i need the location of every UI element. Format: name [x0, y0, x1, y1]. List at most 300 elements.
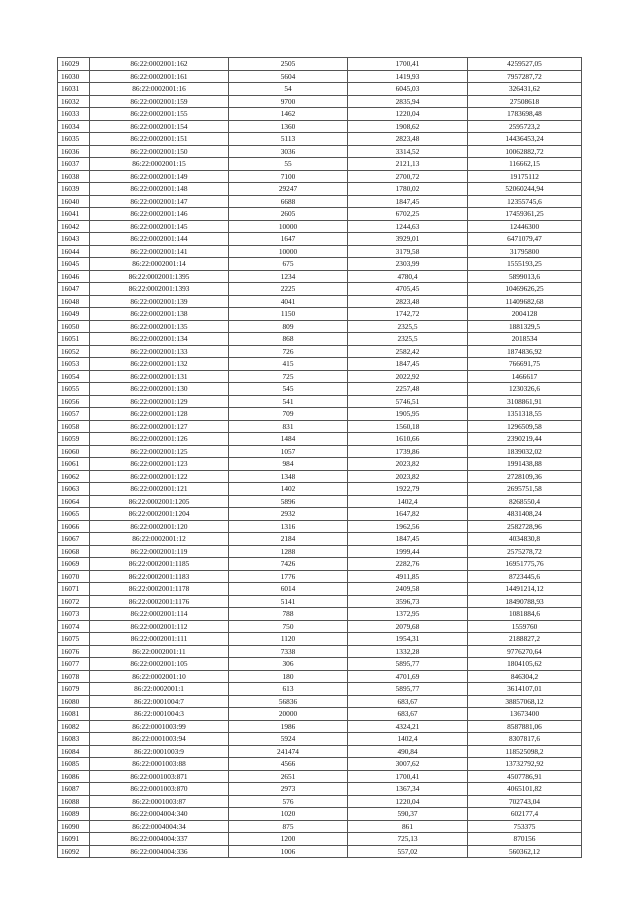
- table-row: [58, 433, 582, 446]
- cadastral-value-cell: 2004128: [468, 308, 582, 321]
- area-cell: 5141: [229, 595, 348, 608]
- cadastral-number-cell: 86:22:0002001:121: [90, 483, 229, 496]
- row-number-cell: 16062: [58, 470, 90, 483]
- cadastral-value-cell: 19175112: [468, 170, 582, 183]
- table-row: [58, 208, 582, 221]
- cadastral-number-cell: 86:22:0004004:337: [90, 833, 229, 846]
- table-row: [58, 195, 582, 208]
- table-row: [58, 770, 582, 783]
- row-number-cell: 16035: [58, 133, 90, 146]
- area-cell: 709: [229, 408, 348, 421]
- area-cell: 1316: [229, 520, 348, 533]
- specific-value-cell: 725,13: [348, 833, 468, 846]
- specific-value-cell: 5746,51: [348, 395, 468, 408]
- row-number-cell: 16076: [58, 645, 90, 658]
- row-number-cell: 16059: [58, 433, 90, 446]
- table-row: [58, 70, 582, 83]
- cadastral-number-cell: 86:22:0001004:3: [90, 708, 229, 721]
- specific-value-cell: 1402,4: [348, 733, 468, 746]
- area-cell: 1150: [229, 308, 348, 321]
- cadastral-value-cell: 4831408,24: [468, 508, 582, 521]
- cadastral-number-cell: 86:22:0002001:127: [90, 420, 229, 433]
- cadastral-number-cell: 86:22:0001003:94: [90, 733, 229, 746]
- specific-value-cell: 2079,68: [348, 620, 468, 633]
- table-row: [58, 383, 582, 396]
- cadastral-value-cell: 1874836,92: [468, 345, 582, 358]
- cadastral-value-cell: 14491214,12: [468, 583, 582, 596]
- table-row: [58, 295, 582, 308]
- table-row: [58, 308, 582, 321]
- specific-value-cell: 2582,42: [348, 345, 468, 358]
- cadastral-value-cell: 38857068,12: [468, 695, 582, 708]
- cadastral-value-table: [57, 57, 582, 858]
- row-number-cell: 16058: [58, 420, 90, 433]
- specific-value-cell: 2325,5: [348, 333, 468, 346]
- specific-value-cell: 1647,82: [348, 508, 468, 521]
- cadastral-number-cell: 86:22:0002001:162: [90, 58, 229, 71]
- table-row: [58, 470, 582, 483]
- area-cell: 3036: [229, 145, 348, 158]
- area-cell: 613: [229, 683, 348, 696]
- area-cell: 241474: [229, 745, 348, 758]
- table-row: [58, 395, 582, 408]
- cadastral-number-cell: 86:22:0002001:149: [90, 170, 229, 183]
- row-number-cell: 16080: [58, 695, 90, 708]
- cadastral-number-cell: 86:22:0002001:147: [90, 195, 229, 208]
- area-cell: 306: [229, 658, 348, 671]
- table-row: [58, 633, 582, 646]
- row-number-cell: 16043: [58, 233, 90, 246]
- table-row: [58, 683, 582, 696]
- row-number-cell: 16044: [58, 245, 90, 258]
- specific-value-cell: 3007,62: [348, 758, 468, 771]
- row-number-cell: 16032: [58, 95, 90, 108]
- row-number-cell: 16048: [58, 295, 90, 308]
- cadastral-value-cell: 7957287,72: [468, 70, 582, 83]
- cadastral-value-cell: 2595723,2: [468, 120, 582, 133]
- cadastral-value-cell: 870156: [468, 833, 582, 846]
- cadastral-value-cell: 4259527,05: [468, 58, 582, 71]
- area-cell: 1402: [229, 483, 348, 496]
- area-cell: 55: [229, 158, 348, 171]
- cadastral-number-cell: 86:22:0002001:111: [90, 633, 229, 646]
- cadastral-value-cell: 1991438,88: [468, 458, 582, 471]
- cadastral-number-cell: 86:22:0001003:870: [90, 783, 229, 796]
- cadastral-value-cell: 2695751,58: [468, 483, 582, 496]
- cadastral-value-cell: 2575278,72: [468, 545, 582, 558]
- cadastral-value-cell: 11409682,68: [468, 295, 582, 308]
- table-row: [58, 520, 582, 533]
- row-number-cell: 16072: [58, 595, 90, 608]
- specific-value-cell: 1908,62: [348, 120, 468, 133]
- table-row: [58, 595, 582, 608]
- table-row: [58, 558, 582, 571]
- cadastral-number-cell: 86:22:0001003:87: [90, 795, 229, 808]
- cadastral-number-cell: 86:22:0002001:125: [90, 445, 229, 458]
- row-number-cell: 16085: [58, 758, 90, 771]
- cadastral-value-cell: 1296509,58: [468, 420, 582, 433]
- area-cell: 1020: [229, 808, 348, 821]
- row-number-cell: 16066: [58, 520, 90, 533]
- row-number-cell: 16045: [58, 258, 90, 271]
- row-number-cell: 16092: [58, 845, 90, 858]
- cadastral-number-cell: 86:22:0002001:1393: [90, 283, 229, 296]
- table-row: [58, 745, 582, 758]
- cadastral-number-cell: 86:22:0002001:120: [90, 520, 229, 533]
- table-row: [58, 420, 582, 433]
- table-row: [58, 370, 582, 383]
- cadastral-number-cell: 86:22:0002001:1204: [90, 508, 229, 521]
- specific-value-cell: 1220,04: [348, 795, 468, 808]
- specific-value-cell: 1700,41: [348, 58, 468, 71]
- specific-value-cell: 2282,76: [348, 558, 468, 571]
- cadastral-value-cell: 118525098,2: [468, 745, 582, 758]
- cadastral-number-cell: 86:22:0002001:148: [90, 183, 229, 196]
- table-row: [58, 120, 582, 133]
- cadastral-number-cell: 86:22:0002001:122: [90, 470, 229, 483]
- cadastral-number-cell: 86:22:0002001:150: [90, 145, 229, 158]
- cadastral-value-cell: 702743,04: [468, 795, 582, 808]
- row-number-cell: 16063: [58, 483, 90, 496]
- row-number-cell: 16088: [58, 795, 90, 808]
- cadastral-number-cell: 86:22:0002001:161: [90, 70, 229, 83]
- cadastral-value-cell: 4065101,82: [468, 783, 582, 796]
- cadastral-value-cell: 1839032,02: [468, 445, 582, 458]
- row-number-cell: 16082: [58, 720, 90, 733]
- cadastral-value-cell: 8307817,6: [468, 733, 582, 746]
- cadastral-value-cell: 4034830,8: [468, 533, 582, 546]
- table-row: [58, 570, 582, 583]
- cadastral-value-cell: 4507786,91: [468, 770, 582, 783]
- table-row: [58, 83, 582, 96]
- area-cell: 1647: [229, 233, 348, 246]
- area-cell: 725: [229, 370, 348, 383]
- specific-value-cell: 3314,52: [348, 145, 468, 158]
- cadastral-number-cell: 86:22:0002001:1178: [90, 583, 229, 596]
- specific-value-cell: 1244,63: [348, 220, 468, 233]
- table-row: [58, 220, 582, 233]
- area-cell: 1462: [229, 108, 348, 121]
- area-cell: 2605: [229, 208, 348, 221]
- cadastral-number-cell: 86:22:0004004:340: [90, 808, 229, 821]
- cadastral-number-cell: 86:22:0002001:151: [90, 133, 229, 146]
- area-cell: 831: [229, 420, 348, 433]
- row-number-cell: 16074: [58, 620, 90, 633]
- row-number-cell: 16041: [58, 208, 90, 221]
- cadastral-number-cell: 86:22:0002001:129: [90, 395, 229, 408]
- area-cell: 875: [229, 820, 348, 833]
- area-cell: 2184: [229, 533, 348, 546]
- specific-value-cell: 4780,4: [348, 270, 468, 283]
- cadastral-value-cell: 2582728,96: [468, 520, 582, 533]
- cadastral-number-cell: 86:22:0002001:1: [90, 683, 229, 696]
- specific-value-cell: 3929,01: [348, 233, 468, 246]
- cadastral-value-cell: 14436453,24: [468, 133, 582, 146]
- cadastral-number-cell: 86:22:0002001:135: [90, 320, 229, 333]
- cadastral-number-cell: 86:22:0002001:114: [90, 608, 229, 621]
- table-row: [58, 58, 582, 71]
- cadastral-value-cell: 753375: [468, 820, 582, 833]
- cadastral-value-cell: 8587881,06: [468, 720, 582, 733]
- specific-value-cell: 4705,45: [348, 283, 468, 296]
- cadastral-number-cell: 86:22:0001003:871: [90, 770, 229, 783]
- cadastral-value-cell: 13732792,92: [468, 758, 582, 771]
- table-row: [58, 358, 582, 371]
- specific-value-cell: 4911,85: [348, 570, 468, 583]
- cadastral-number-cell: 86:22:0002001:1183: [90, 570, 229, 583]
- cadastral-number-cell: 86:22:0004004:336: [90, 845, 229, 858]
- table-row: [58, 108, 582, 121]
- area-cell: 1200: [229, 833, 348, 846]
- row-number-cell: 16042: [58, 220, 90, 233]
- cadastral-value-cell: 10062882,72: [468, 145, 582, 158]
- cadastral-number-cell: 86:22:0002001:11: [90, 645, 229, 658]
- cadastral-number-cell: 86:22:0001003:99: [90, 720, 229, 733]
- specific-value-cell: 2121,13: [348, 158, 468, 171]
- area-cell: 10000: [229, 245, 348, 258]
- table-row: [58, 483, 582, 496]
- row-number-cell: 16040: [58, 195, 90, 208]
- area-cell: 1360: [229, 120, 348, 133]
- cadastral-value-cell: 6471079,47: [468, 233, 582, 246]
- cadastral-number-cell: 86:22:0002001:1185: [90, 558, 229, 571]
- cadastral-number-cell: 86:22:0001003:9: [90, 745, 229, 758]
- cadastral-value-cell: 10469626,25: [468, 283, 582, 296]
- cadastral-value-cell: 1881329,5: [468, 320, 582, 333]
- area-cell: 2932: [229, 508, 348, 521]
- area-cell: 809: [229, 320, 348, 333]
- specific-value-cell: 1999,44: [348, 545, 468, 558]
- area-cell: 7338: [229, 645, 348, 658]
- specific-value-cell: 2023,82: [348, 470, 468, 483]
- area-cell: 576: [229, 795, 348, 808]
- row-number-cell: 16030: [58, 70, 90, 83]
- cadastral-value-cell: 13673400: [468, 708, 582, 721]
- cadastral-value-cell: 17459361,25: [468, 208, 582, 221]
- table-row: [58, 733, 582, 746]
- row-number-cell: 16078: [58, 670, 90, 683]
- table-row: [58, 345, 582, 358]
- area-cell: 7426: [229, 558, 348, 571]
- row-number-cell: 16033: [58, 108, 90, 121]
- cadastral-number-cell: 86:22:0002001:15: [90, 158, 229, 171]
- cadastral-value-cell: 5899013,6: [468, 270, 582, 283]
- cadastral-value-cell: 18490788,93: [468, 595, 582, 608]
- cadastral-number-cell: 86:22:0002001:134: [90, 333, 229, 346]
- row-number-cell: 16071: [58, 583, 90, 596]
- cadastral-number-cell: 86:22:0002001:128: [90, 408, 229, 421]
- table-row: [58, 408, 582, 421]
- cadastral-number-cell: 86:22:0002001:132: [90, 358, 229, 371]
- area-cell: 4566: [229, 758, 348, 771]
- table-row: [58, 708, 582, 721]
- area-cell: 180: [229, 670, 348, 683]
- specific-value-cell: 2835,94: [348, 95, 468, 108]
- table-row: [58, 670, 582, 683]
- row-number-cell: 16038: [58, 170, 90, 183]
- specific-value-cell: 5895,77: [348, 658, 468, 671]
- cadastral-number-cell: 86:22:0002001:1176: [90, 595, 229, 608]
- area-cell: 5924: [229, 733, 348, 746]
- cadastral-number-cell: 86:22:0002001:154: [90, 120, 229, 133]
- specific-value-cell: 5895,77: [348, 683, 468, 696]
- row-number-cell: 16086: [58, 770, 90, 783]
- cadastral-value-cell: 2188827,2: [468, 633, 582, 646]
- area-cell: 6688: [229, 195, 348, 208]
- row-number-cell: 16053: [58, 358, 90, 371]
- cadastral-number-cell: 86:22:0002001:131: [90, 370, 229, 383]
- row-number-cell: 16052: [58, 345, 90, 358]
- area-cell: 2225: [229, 283, 348, 296]
- specific-value-cell: 6702,25: [348, 208, 468, 221]
- row-number-cell: 16029: [58, 58, 90, 71]
- row-number-cell: 16073: [58, 608, 90, 621]
- row-number-cell: 16051: [58, 333, 90, 346]
- cadastral-value-cell: 9776270,64: [468, 645, 582, 658]
- area-cell: 10000: [229, 220, 348, 233]
- table-row: [58, 820, 582, 833]
- specific-value-cell: 1739,86: [348, 445, 468, 458]
- area-cell: 2505: [229, 58, 348, 71]
- area-cell: 6014: [229, 583, 348, 596]
- table-row: [58, 620, 582, 633]
- table-row: [58, 158, 582, 171]
- area-cell: 2973: [229, 783, 348, 796]
- cadastral-number-cell: 86:22:0002001:119: [90, 545, 229, 558]
- cadastral-value-cell: 8268550,4: [468, 495, 582, 508]
- row-number-cell: 16036: [58, 145, 90, 158]
- row-number-cell: 16064: [58, 495, 90, 508]
- area-cell: 984: [229, 458, 348, 471]
- cadastral-number-cell: 86:22:0002001:138: [90, 308, 229, 321]
- row-number-cell: 16060: [58, 445, 90, 458]
- area-cell: 29247: [229, 183, 348, 196]
- specific-value-cell: 1922,79: [348, 483, 468, 496]
- cadastral-number-cell: 86:22:0002001:12: [90, 533, 229, 546]
- table-row: [58, 258, 582, 271]
- area-cell: 2651: [229, 770, 348, 783]
- table-row: [58, 495, 582, 508]
- specific-value-cell: 1367,34: [348, 783, 468, 796]
- cadastral-number-cell: 86:22:0002001:145: [90, 220, 229, 233]
- table-row: [58, 133, 582, 146]
- area-cell: 1234: [229, 270, 348, 283]
- row-number-cell: 16055: [58, 383, 90, 396]
- specific-value-cell: 2409,58: [348, 583, 468, 596]
- row-number-cell: 16037: [58, 158, 90, 171]
- cadastral-number-cell: 86:22:0002001:1395: [90, 270, 229, 283]
- row-number-cell: 16090: [58, 820, 90, 833]
- cadastral-value-cell: 1351318,55: [468, 408, 582, 421]
- cadastral-value-cell: 1081884,6: [468, 608, 582, 621]
- specific-value-cell: 1700,41: [348, 770, 468, 783]
- specific-value-cell: 2325,5: [348, 320, 468, 333]
- area-cell: 7100: [229, 170, 348, 183]
- row-number-cell: 16047: [58, 283, 90, 296]
- row-number-cell: 16049: [58, 308, 90, 321]
- specific-value-cell: 2023,82: [348, 458, 468, 471]
- specific-value-cell: 3596,73: [348, 595, 468, 608]
- specific-value-cell: 683,67: [348, 708, 468, 721]
- cadastral-number-cell: 86:22:0004004:34: [90, 820, 229, 833]
- cadastral-value-cell: 1466617: [468, 370, 582, 383]
- cadastral-value-cell: 31795800: [468, 245, 582, 258]
- area-cell: 1776: [229, 570, 348, 583]
- cadastral-value-cell: 326431,62: [468, 83, 582, 96]
- table-row: [58, 245, 582, 258]
- cadastral-number-cell: 86:22:0002001:14: [90, 258, 229, 271]
- cadastral-number-cell: 86:22:0002001:139: [90, 295, 229, 308]
- row-number-cell: 16046: [58, 270, 90, 283]
- cadastral-number-cell: 86:22:0002001:126: [90, 433, 229, 446]
- table-row: [58, 583, 582, 596]
- area-cell: 545: [229, 383, 348, 396]
- row-number-cell: 16039: [58, 183, 90, 196]
- cadastral-number-cell: 86:22:0002001:1205: [90, 495, 229, 508]
- cadastral-number-cell: 86:22:0002001:146: [90, 208, 229, 221]
- cadastral-value-cell: 2018534: [468, 333, 582, 346]
- table-row: [58, 845, 582, 858]
- area-cell: 5896: [229, 495, 348, 508]
- area-cell: 541: [229, 395, 348, 408]
- table-row: [58, 95, 582, 108]
- specific-value-cell: 1954,31: [348, 633, 468, 646]
- area-cell: 20000: [229, 708, 348, 721]
- cadastral-number-cell: 86:22:0002001:112: [90, 620, 229, 633]
- row-number-cell: 16067: [58, 533, 90, 546]
- row-number-cell: 16031: [58, 83, 90, 96]
- cadastral-value-cell: 846304,2: [468, 670, 582, 683]
- area-cell: 54: [229, 83, 348, 96]
- area-cell: 5113: [229, 133, 348, 146]
- table-row: [58, 183, 582, 196]
- specific-value-cell: 683,67: [348, 695, 468, 708]
- specific-value-cell: 1847,45: [348, 195, 468, 208]
- area-cell: 1348: [229, 470, 348, 483]
- row-number-cell: 16034: [58, 120, 90, 133]
- cadastral-number-cell: 86:22:0002001:105: [90, 658, 229, 671]
- specific-value-cell: 490,84: [348, 745, 468, 758]
- cadastral-value-cell: 2728109,36: [468, 470, 582, 483]
- area-cell: 4041: [229, 295, 348, 308]
- specific-value-cell: 1372,95: [348, 608, 468, 621]
- cadastral-number-cell: 86:22:0002001:133: [90, 345, 229, 358]
- table-row: [58, 808, 582, 821]
- cadastral-number-cell: 86:22:0002001:155: [90, 108, 229, 121]
- specific-value-cell: 6045,03: [348, 83, 468, 96]
- table-row: [58, 145, 582, 158]
- cadastral-number-cell: 86:22:0002001:16: [90, 83, 229, 96]
- specific-value-cell: 1560,18: [348, 420, 468, 433]
- specific-value-cell: 1780,02: [348, 183, 468, 196]
- area-cell: 868: [229, 333, 348, 346]
- area-cell: 5604: [229, 70, 348, 83]
- row-number-cell: 16084: [58, 745, 90, 758]
- cadastral-value-cell: 766691,75: [468, 358, 582, 371]
- specific-value-cell: 557,02: [348, 845, 468, 858]
- specific-value-cell: 2303,99: [348, 258, 468, 271]
- cadastral-number-cell: 86:22:0001003:88: [90, 758, 229, 771]
- cadastral-value-cell: 560362,12: [468, 845, 582, 858]
- row-number-cell: 16050: [58, 320, 90, 333]
- table-row: [58, 720, 582, 733]
- area-cell: 726: [229, 345, 348, 358]
- area-cell: 750: [229, 620, 348, 633]
- specific-value-cell: 2700,72: [348, 170, 468, 183]
- table-body: [58, 58, 582, 858]
- cadastral-number-cell: 86:22:0002001:159: [90, 95, 229, 108]
- area-cell: 788: [229, 608, 348, 621]
